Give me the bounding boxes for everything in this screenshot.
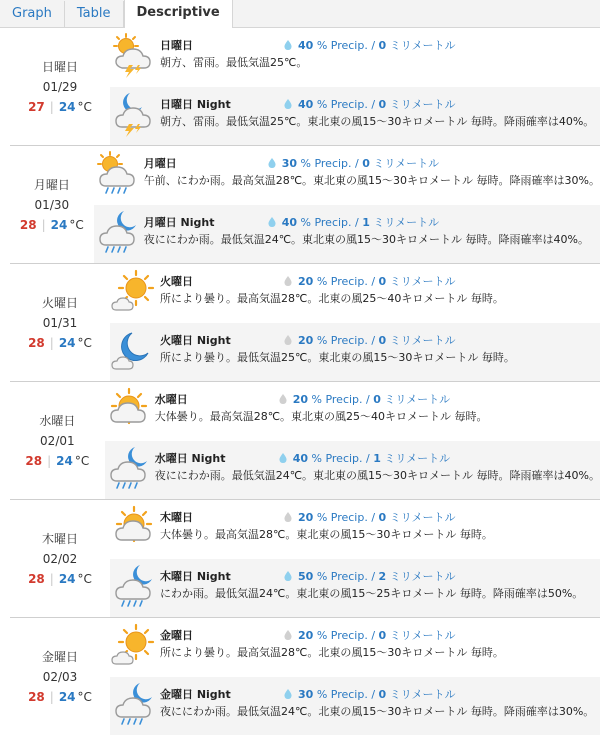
precip-amount: 1 xyxy=(362,215,370,229)
precip-percent: 40 xyxy=(298,97,314,111)
forecast-period xyxy=(110,618,600,676)
forecast-period xyxy=(110,28,600,86)
forecast-period xyxy=(105,382,600,440)
high-temp: 28 xyxy=(28,335,45,350)
day-periods xyxy=(94,146,600,263)
forecast-day xyxy=(10,618,600,736)
period-description: にわか雨。最低気温24℃。東北東の風15～25キロメートル 毎時。降雨確率は50%。 xyxy=(160,587,584,600)
precip-info xyxy=(279,391,450,407)
low-temp: 24 xyxy=(58,99,76,114)
precip-info xyxy=(284,686,455,702)
forecast-period xyxy=(110,500,600,558)
period-description: 午前、にわか雨。最高気温28℃。東北東の風15～30キロメートル 毎時。降雨確率は30%。 xyxy=(143,174,600,187)
day-summary xyxy=(10,146,94,263)
forecast-period xyxy=(110,264,600,322)
mostly-sunny-icon xyxy=(110,622,156,668)
date-label: 01/30 xyxy=(34,197,70,212)
period-name: 火曜日 xyxy=(160,275,193,288)
precip-unit: ミリメートル xyxy=(373,216,440,229)
precip-label: % Precip. / xyxy=(311,451,370,465)
raindrop-icon xyxy=(284,571,292,581)
precip-label: % Precip. / xyxy=(316,510,376,524)
day-summary xyxy=(10,382,105,499)
day-periods xyxy=(110,28,600,145)
period-description: 夜ににわか雨。最低気温24℃。北東の風15～30キロメートル 毎時。降雨確率は30%。 xyxy=(160,705,595,718)
mostly-cloudy-icon xyxy=(105,386,151,432)
forecast-day xyxy=(10,146,600,264)
precip-unit: ミリメートル xyxy=(389,629,456,642)
period-description: 朝方、雷雨。最低気温25℃。東北東の風15～30キロメートル 毎時。降雨確率は40%。 xyxy=(160,115,595,128)
weekday-label: 金曜日 xyxy=(41,650,78,664)
high-temp: 28 xyxy=(19,217,37,232)
temperature-range xyxy=(20,215,84,235)
night-thunderstorm-icon xyxy=(110,91,156,137)
weekday-label: 月曜日 xyxy=(33,177,70,192)
raindrop-icon xyxy=(284,276,292,286)
tab-table[interactable]: Table xyxy=(65,1,124,27)
precip-amount: 1 xyxy=(373,451,381,465)
precip-unit: ミリメートル xyxy=(389,511,456,524)
precip-percent: 30 xyxy=(298,687,314,701)
date-label: 02/03 xyxy=(42,670,78,684)
period-description: 夜ににわか雨。最低気温24℃。東北東の風15～30キロメートル 毎時。降雨確率は40%。 xyxy=(154,469,600,482)
date-label: 01/31 xyxy=(42,315,78,330)
precip-info xyxy=(284,332,455,348)
day-summary xyxy=(10,264,110,381)
period-description: 大体曇り。最高気温28℃。東北東の風15～30キロメートル 毎時。 xyxy=(160,528,493,541)
precip-amount: 0 xyxy=(378,333,387,347)
period-description: 所により曇り。最高気温28℃。北東の風25～40キロメートル 毎時。 xyxy=(160,292,504,305)
precip-percent: 20 xyxy=(298,274,314,288)
precip-info xyxy=(284,509,455,525)
weekday-label: 火曜日 xyxy=(41,295,78,310)
temp-unit: °C xyxy=(77,335,92,350)
night-rain-icon xyxy=(110,563,156,609)
low-temp: 24 xyxy=(56,453,73,468)
precip-info xyxy=(284,96,455,112)
day-periods xyxy=(110,264,600,381)
temp-unit: °C xyxy=(77,690,92,704)
precip-info xyxy=(284,37,455,53)
forecast-period xyxy=(110,559,600,617)
precip-unit: ミリメートル xyxy=(389,275,456,288)
precip-unit: ミリメートル xyxy=(389,39,456,52)
forecast-period xyxy=(105,441,600,499)
temperature-range xyxy=(28,97,92,117)
precip-info xyxy=(268,155,439,171)
forecast-list xyxy=(0,28,600,736)
mostly-cloudy-icon xyxy=(110,504,156,550)
low-temp: 24 xyxy=(58,690,76,704)
temp-divider: | xyxy=(47,453,52,468)
partly-cloudy-night-icon xyxy=(110,327,156,373)
period-name: 月曜日 Night xyxy=(143,216,215,229)
date-label: 02/01 xyxy=(40,433,75,448)
weekday-label: 日曜日 xyxy=(41,59,78,74)
raindrop-icon xyxy=(284,335,292,345)
precip-amount: 0 xyxy=(378,510,387,524)
precip-percent: 40 xyxy=(292,451,309,465)
temp-divider: | xyxy=(41,217,46,232)
temp-unit: °C xyxy=(77,99,92,114)
precip-amount: 0 xyxy=(362,156,370,170)
precip-amount: 0 xyxy=(378,274,387,288)
temperature-range xyxy=(28,333,92,353)
precip-unit: ミリメートル xyxy=(389,334,456,347)
precip-amount: 0 xyxy=(378,628,387,642)
precip-label: % Precip. / xyxy=(316,97,376,111)
precip-label: % Precip. / xyxy=(316,569,376,583)
precip-percent: 30 xyxy=(281,156,298,170)
precip-unit: ミリメートル xyxy=(389,688,456,701)
precip-label: % Precip. / xyxy=(300,156,359,170)
precip-label: % Precip. / xyxy=(316,274,376,288)
forecast-period xyxy=(110,323,600,381)
high-temp: 27 xyxy=(28,99,45,114)
period-description: 大体曇り。最高気温28℃。東北東の風25～40キロメートル 毎時。 xyxy=(154,410,488,423)
period-name: 木曜日 xyxy=(160,511,193,524)
precip-percent: 40 xyxy=(298,38,314,52)
tab-graph[interactable]: Graph xyxy=(0,1,65,27)
precip-percent: 20 xyxy=(298,333,314,347)
temperature-range xyxy=(28,687,92,707)
raindrop-icon xyxy=(284,689,292,699)
date-label: 01/29 xyxy=(42,79,78,94)
precip-info xyxy=(279,450,450,466)
period-name: 月曜日 xyxy=(143,157,177,170)
precip-percent: 40 xyxy=(281,215,298,229)
forecast-day xyxy=(10,28,600,146)
precip-label: % Precip. / xyxy=(311,392,370,406)
precip-unit: ミリメートル xyxy=(373,157,440,170)
period-name: 水曜日 Night xyxy=(154,452,226,465)
weekday-label: 木曜日 xyxy=(41,531,78,546)
date-label: 02/02 xyxy=(42,551,78,566)
precip-info xyxy=(284,568,455,584)
precip-label: % Precip. / xyxy=(300,215,359,229)
raindrop-icon xyxy=(284,630,292,640)
precip-amount: 0 xyxy=(378,687,387,701)
high-temp: 28 xyxy=(28,690,45,704)
temp-unit: °C xyxy=(77,571,92,586)
night-showers-icon xyxy=(94,209,140,255)
day-periods xyxy=(105,382,600,499)
period-name: 火曜日 Night xyxy=(160,334,231,347)
temp-unit: °C xyxy=(69,217,84,232)
day-summary xyxy=(10,28,110,145)
precip-amount: 0 xyxy=(378,97,387,111)
low-temp: 24 xyxy=(58,571,76,586)
period-name: 木曜日 Night xyxy=(160,570,231,583)
raindrop-icon xyxy=(268,158,276,168)
period-description: 所により曇り。最低気温25℃。東北東の風15～30キロメートル 毎時。 xyxy=(160,351,515,364)
forecast-day xyxy=(10,500,600,618)
precip-info xyxy=(284,627,455,643)
day-summary xyxy=(10,500,110,617)
precip-percent: 20 xyxy=(292,392,309,406)
high-temp: 28 xyxy=(25,453,43,468)
day-summary xyxy=(10,618,110,736)
weekday-label: 水曜日 xyxy=(39,413,76,428)
partly-sunny-rain-icon xyxy=(94,150,140,196)
precip-unit: ミリメートル xyxy=(389,98,456,111)
period-description: 所により曇り。最高気温28℃。北東の風15～30キロメートル 毎時。 xyxy=(160,646,504,659)
precip-percent: 20 xyxy=(298,510,314,524)
forecast-period xyxy=(94,146,600,204)
precip-unit: ミリメートル xyxy=(384,452,451,465)
low-temp: 24 xyxy=(58,335,76,350)
raindrop-icon xyxy=(284,99,292,109)
precip-label: % Precip. / xyxy=(316,38,376,52)
forecast-period xyxy=(110,677,600,735)
temp-divider: | xyxy=(49,571,54,586)
day-periods xyxy=(110,618,600,736)
temp-unit: °C xyxy=(74,453,90,468)
precip-amount: 2 xyxy=(378,569,387,583)
high-temp: 28 xyxy=(28,571,45,586)
period-name: 日曜日 xyxy=(160,39,193,52)
forecast-day xyxy=(10,382,600,500)
precip-label: % Precip. / xyxy=(316,333,376,347)
period-name: 金曜日 xyxy=(160,629,193,642)
precip-unit: ミリメートル xyxy=(389,570,456,583)
raindrop-icon xyxy=(279,453,287,463)
raindrop-icon xyxy=(279,394,287,404)
period-description: 朝方、雷雨。最低気温25℃。 xyxy=(160,56,308,69)
mostly-sunny-icon xyxy=(110,268,156,314)
temp-divider: | xyxy=(49,690,54,704)
raindrop-icon xyxy=(268,217,276,227)
temperature-range xyxy=(25,451,89,471)
precip-label: % Precip. / xyxy=(316,687,376,701)
night-showers-icon xyxy=(105,445,151,491)
period-name: 金曜日 Night xyxy=(160,688,231,701)
temp-divider: | xyxy=(49,99,54,114)
temperature-range xyxy=(28,569,92,589)
forecast-period xyxy=(94,205,600,263)
forecast-period xyxy=(110,87,600,145)
period-name: 水曜日 xyxy=(154,393,188,406)
precip-percent: 20 xyxy=(298,628,314,642)
low-temp: 24 xyxy=(50,217,68,232)
night-rain-icon xyxy=(110,681,156,727)
precip-info xyxy=(284,273,455,289)
forecast-day xyxy=(10,264,600,382)
tab-descriptive[interactable]: Descriptive xyxy=(124,0,233,28)
period-description: 夜ににわか雨。最低気温24℃。東北東の風15～30キロメートル 毎時。降雨確率は40%。 xyxy=(143,233,589,246)
raindrop-icon xyxy=(284,512,292,522)
precip-label: % Precip. / xyxy=(316,628,376,642)
precip-amount: 0 xyxy=(378,38,387,52)
raindrop-icon xyxy=(284,40,292,50)
precip-unit: ミリメートル xyxy=(384,393,451,406)
temp-divider: | xyxy=(49,335,54,350)
precip-info xyxy=(268,214,439,230)
partly-sunny-thunderstorm-icon xyxy=(110,32,156,78)
view-tabs xyxy=(0,0,600,28)
day-periods xyxy=(110,500,600,617)
period-name: 日曜日 Night xyxy=(160,98,231,111)
precip-percent: 50 xyxy=(298,569,314,583)
precip-amount: 0 xyxy=(373,392,381,406)
